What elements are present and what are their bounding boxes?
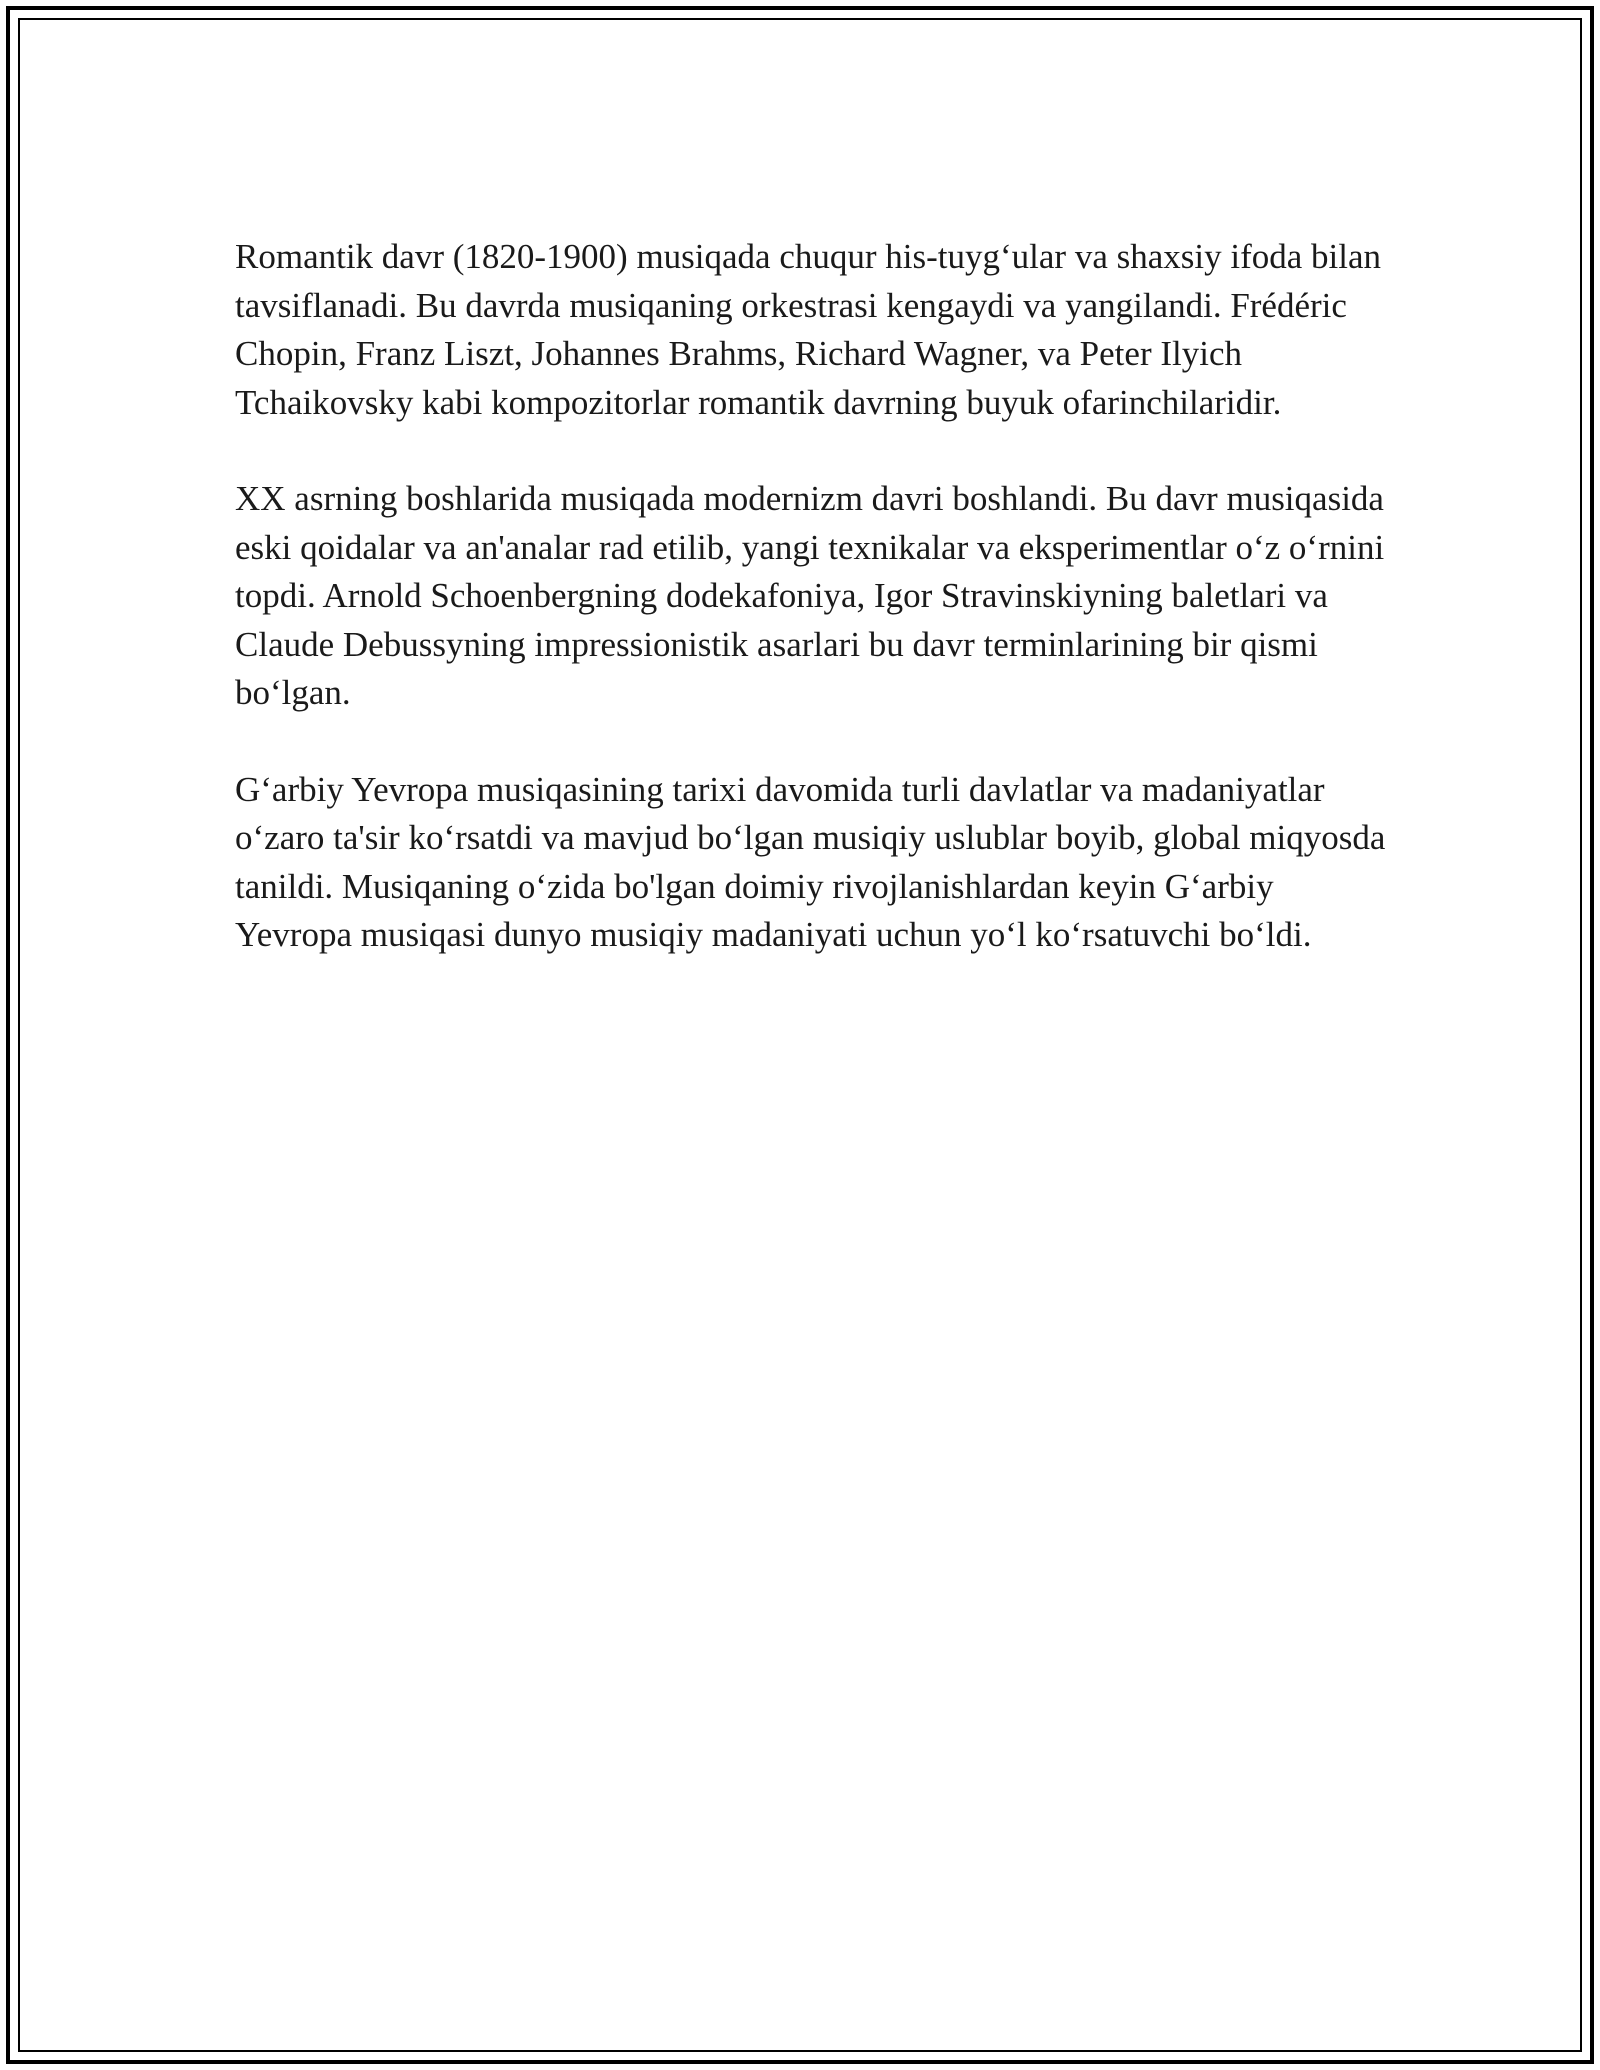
- paragraph-modernism: XX asrning boshlarida musiqada modernizm davri boshlandi. Bu davr musiqasida eski qoidalar va an'analar rad etilib, yangi texnikalar va eksperimentlar o‘z o‘rnini topdi. Arnold Schoenbergning dodekafoniya, Igor Stravinskiyning baletlari va Claude Debussyning impressionistik asarlari bu davr terminlarining bir qismi bo‘lgan.: [235, 479, 1385, 712]
- document-body: [235, 233, 1395, 1008]
- paragraph-romantic-era: Romantik davr (1820-1900) musiqada chuqur his-tuyg‘ular va shaxsiy ifoda bilan tavsiflanadi. Bu davrda musiqaning orkestrasi kengaydi va yangilandi. Frédéric Chopin, Franz Liszt, Johannes Brahms, Richard Wagner, va Peter Ilyich Tchaikovsky kabi kompozitorlar romantik davrning buyuk ofarinchilaridir.: [235, 237, 1382, 422]
- paragraph-western-europe: G‘arbiy Yevropa musiqasining tarixi davomida turli davlatlar va madaniyatlar o‘zaro ta'sir ko‘rsatdi va mavjud bo‘lgan musiqiy uslublar boyib, global miqyosda tanildi. Musiqaning o‘zida bo'lgan doimiy rivojlanishlardan keyin G‘arbiy Yevropa musiqasi dunyo musiqiy madaniyati uchun yo‘l ko‘rsatuvchi bo‘ldi.: [235, 769, 1386, 954]
